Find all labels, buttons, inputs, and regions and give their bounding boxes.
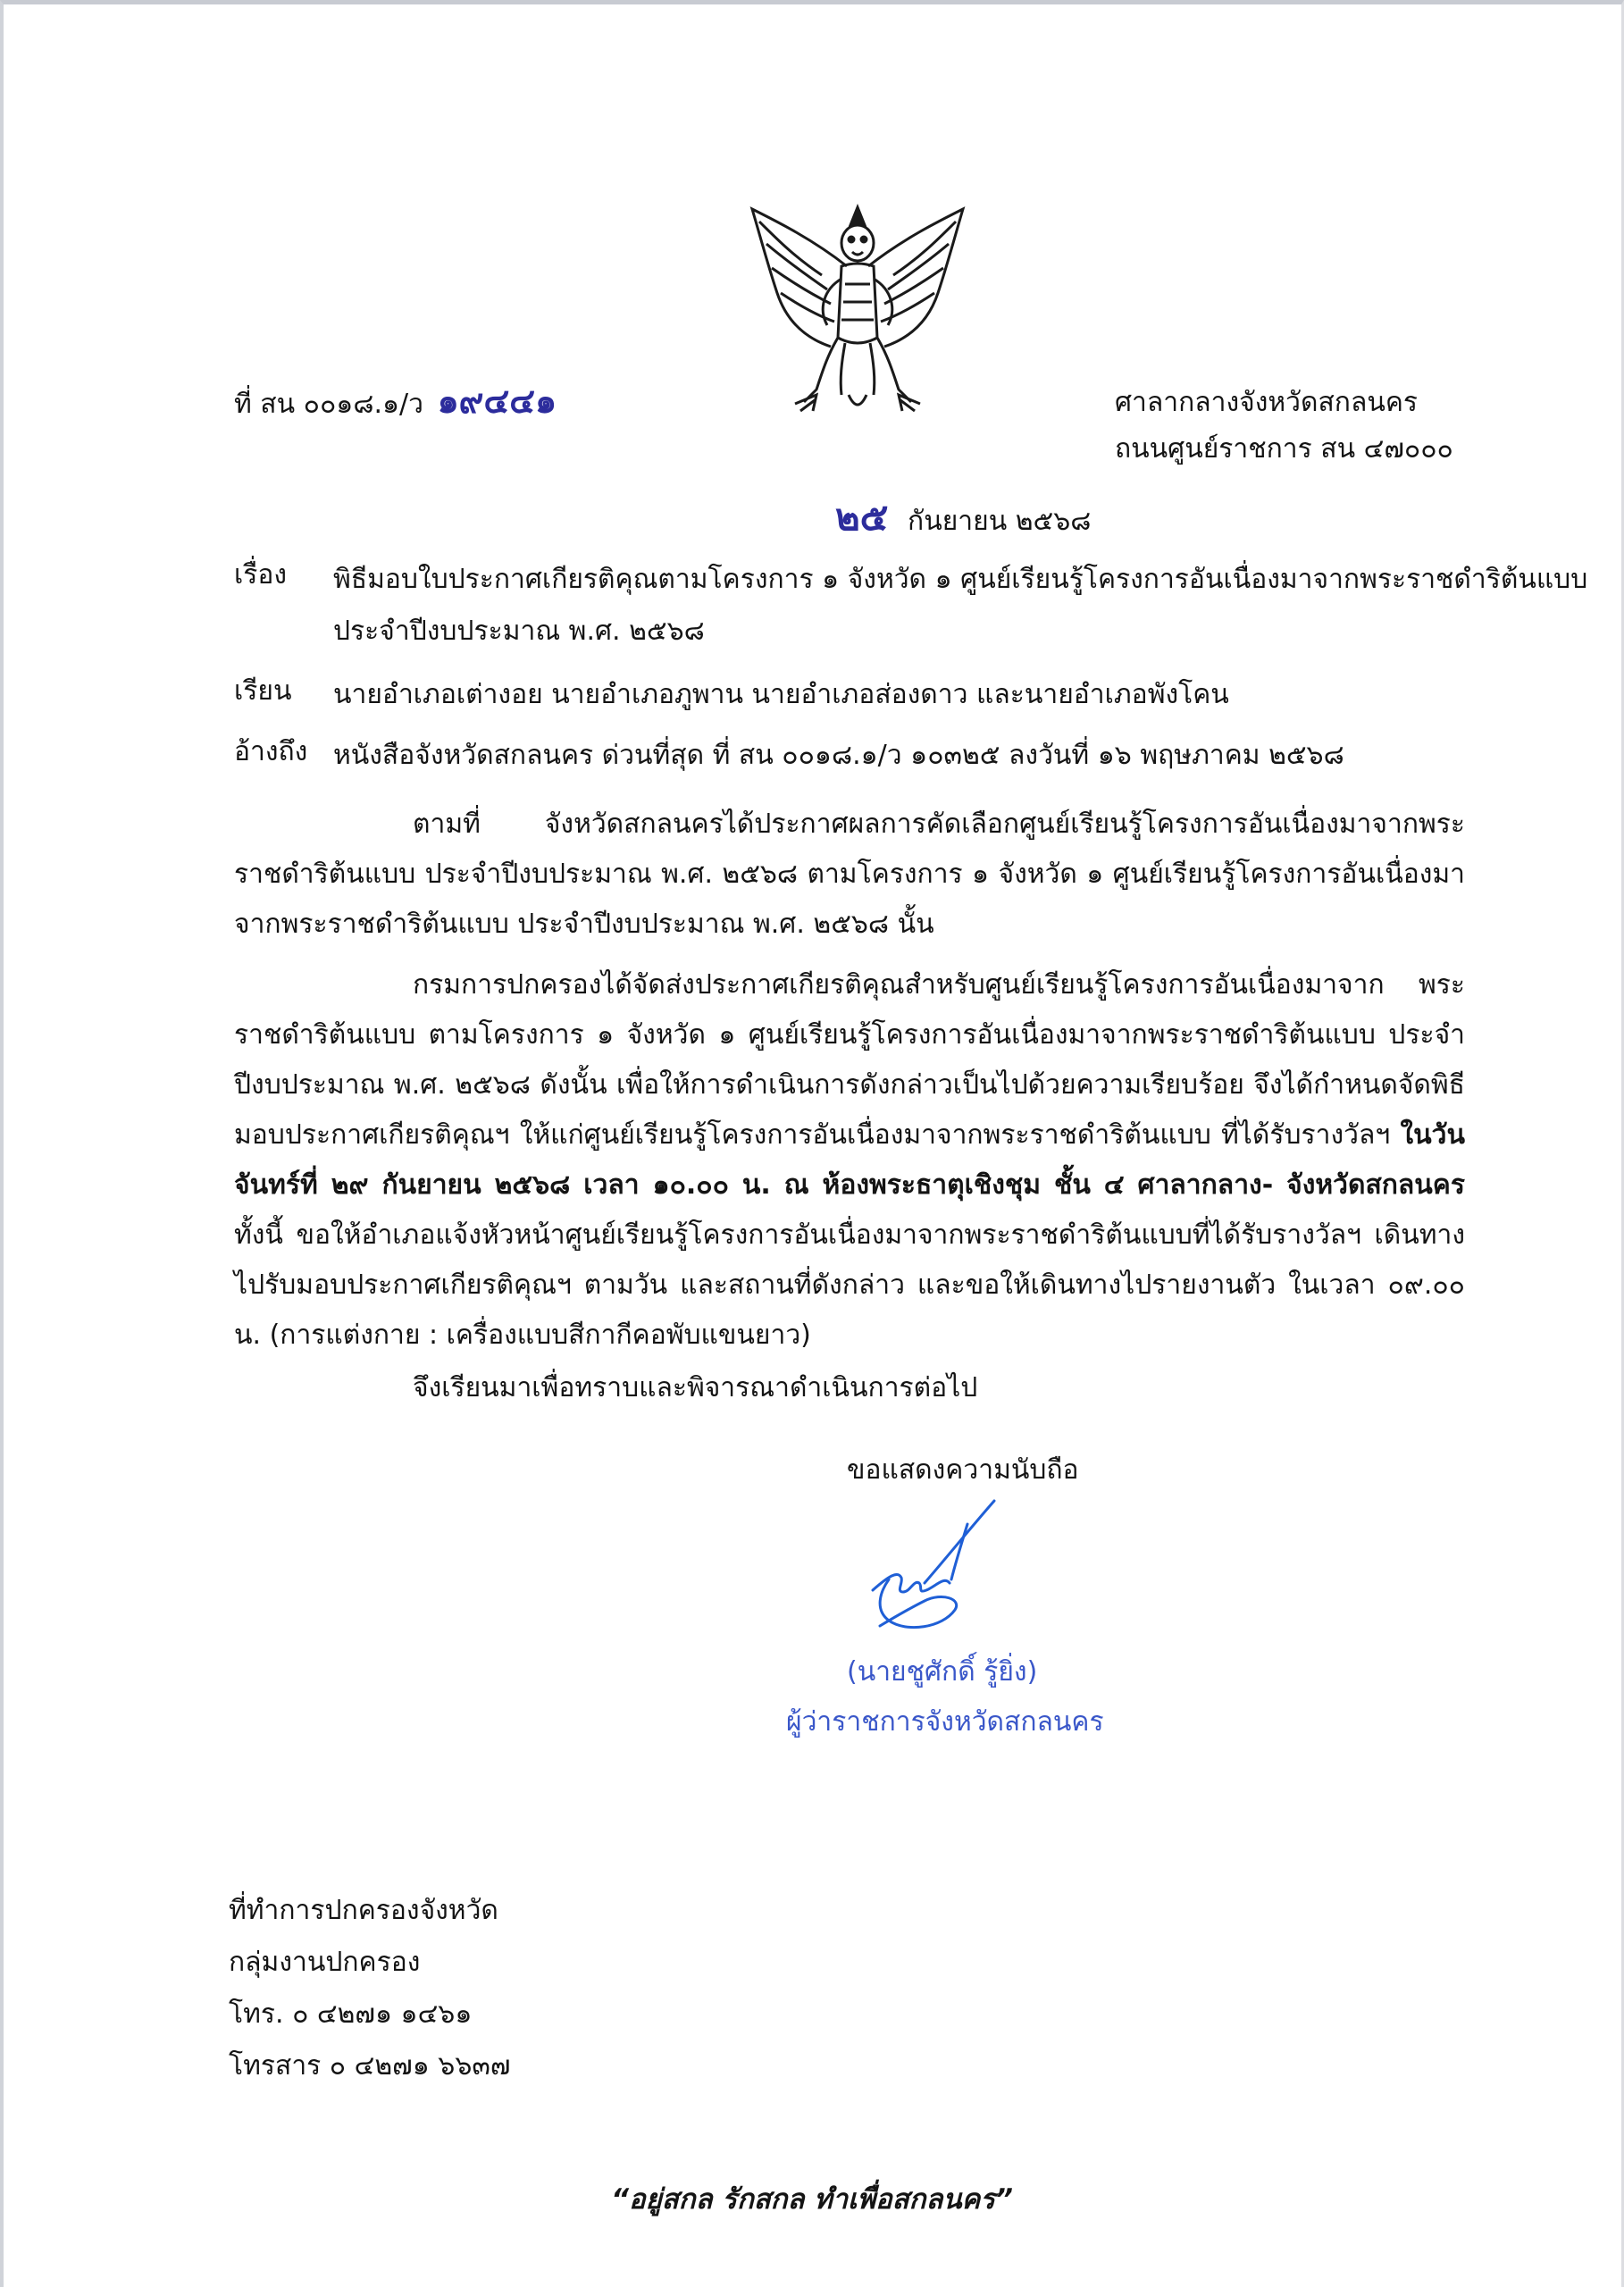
subject-line-1: พิธีมอบใบประกาศเกียรติคุณตามโครงการ ๑ จังหวัด ๑ ศูนย์เรียนรู้โครงการอันเนื่องมาจากพระราชดำริต้นแบบ — [333, 564, 1588, 595]
subject-text — [333, 554, 1588, 658]
letter-date — [835, 488, 1091, 547]
body-paragraph-2-instructions: ทั้งนี้ ขอให้อำเภอแจ้งหัวหน้าศูนย์เรียนรู้โครงการอันเนื่องมาจากพระราชดำริต้นแบบที่ได้รับรางวัลฯ เดินทางไปรับมอบประกาศเกียรติคุณฯ ตามวัน และสถานที่ดังกล่าว และขอให้เดินทางไปรายงานตัว ในเวลา ๐๙.๐๐ น. (การแต่งกาย : เครื่องแบบสีกากีคอพับแขนยาว) — [234, 1219, 1465, 1351]
signer-name: (นายชูศักดิ์ รู้ยิ่ง) — [847, 1656, 1038, 1688]
contact-block — [229, 1885, 510, 2092]
complimentary-close: ขอแสดงความนับถือ — [847, 1454, 1079, 1486]
reference-text: หนังสือจังหวัดสกลนคร ด่วนที่สุด ที่ สน ๐๐๑๘.๑/ว ๑๐๓๒๕ ลงวันที่ ๑๖ พฤษภาคม ๒๕๖๘ — [333, 740, 1344, 771]
date-month-year: กันยายน ๒๕๖๘ — [908, 506, 1092, 537]
salutation-text: นายอำเภอเต่างอย นายอำเภอภูพาน นายอำเภอส่องดาว และนายอำเภอพังโคน — [333, 679, 1229, 710]
signature-icon — [862, 1494, 1005, 1637]
salutation-label: เรียน — [234, 675, 292, 707]
body-paragraph-2-text: กรมการปกครองได้จัดส่งประกาศเกียรติคุณสำหรับศูนย์เรียนรู้โครงการอันเนื่องมาจาก พระราชดำริต้นแบบ ตามโครงการ ๑ จังหวัด ๑ ศูนย์เรียนรู้โครงการอันเนื่องมาจากพระราชดำริต้นแบบ ประจำปีงบประมาณ พ.ศ. ๒๕๖๘ ดังนั้น เพื่อให้การดำเนินการดังกล่าวเป็นไปด้วยความเรียบร้อย จึงได้กำหนดจัดพิธีมอบประกาศเกียรติคุณฯ ให้แก่ศูนย์เรียนรู้โครงการอันเนื่องมาจากพระราชดำริต้นแบบ ที่ได้รับรางวัลฯ — [234, 969, 1465, 1151]
signer-title: ผู้ว่าราชการจังหวัดสกลนคร — [786, 1706, 1104, 1738]
contact-office: ที่ทำการปกครองจังหวัด — [229, 1895, 498, 1926]
date-day-handwritten: ๒๕ — [835, 495, 889, 539]
ceremony-details: ในวันจันทร์ที่ ๒๙ กันยายน ๒๕๖๘ เวลา ๑๐.๐๐ น. ณ ห้องพระธาตุเชิงชุม ชั้น ๔ ศาลากลาง- จังหวัดสกลนคร — [234, 1119, 1465, 1201]
sender-street: ถนนศูนย์ราชการ สน ๔๗๐๐๐ — [1115, 433, 1453, 465]
reference-prefix: ที่ สน ๐๐๑๘.๑/ว — [234, 389, 424, 420]
slogan: “อยู่สกล รักสกล ทำเพื่อสกลนคร” — [611, 2183, 1013, 2216]
closing-sentence: จึงเรียนมาเพื่อทราบและพิจารณาดำเนินการต่อไป — [413, 1372, 978, 1403]
body-paragraph-1 — [234, 800, 1465, 950]
contact-phone: โทร. ๐ ๔๒๗๑ ๑๔๖๑ — [229, 1998, 473, 2030]
contact-fax: โทรสาร ๐ ๔๒๗๑ ๖๖๓๗ — [229, 2050, 511, 2082]
garuda-emblem-icon — [741, 204, 974, 418]
contact-group: กลุ่มงานปกครอง — [229, 1947, 421, 1978]
subject-line-2: ประจำปีงบประมาณ พ.ศ. ๒๕๖๘ — [333, 616, 705, 647]
subject-label: เรื่อง — [234, 559, 288, 591]
sender-address — [1115, 380, 1453, 473]
sender-org-name: ศาลากลางจังหวัดสกลนคร — [1115, 387, 1419, 418]
reference-number-handwritten: ๑๙๔๔๑ — [437, 381, 557, 421]
body-paragraph-1-text: ตามที่ จังหวัดสกลนครได้ประกาศผลการคัดเลือกศูนย์เรียนรู้โครงการอันเนื่องมาจากพระราชดำริต้นแบบ ประจำปีงบประมาณ พ.ศ. ๒๕๖๘ ตามโครงการ ๑ จังหวัด ๑ ศูนย์เรียนรู้โครงการอันเนื่องมาจากพระราชดำริต้นแบบ ประจำปีงบประมาณ พ.ศ. ๒๕๖๘ นั้น — [234, 808, 1465, 940]
reference-label: อ้างถึง — [234, 736, 308, 767]
body-paragraph-2 — [234, 960, 1465, 1361]
reference-number — [234, 373, 557, 428]
